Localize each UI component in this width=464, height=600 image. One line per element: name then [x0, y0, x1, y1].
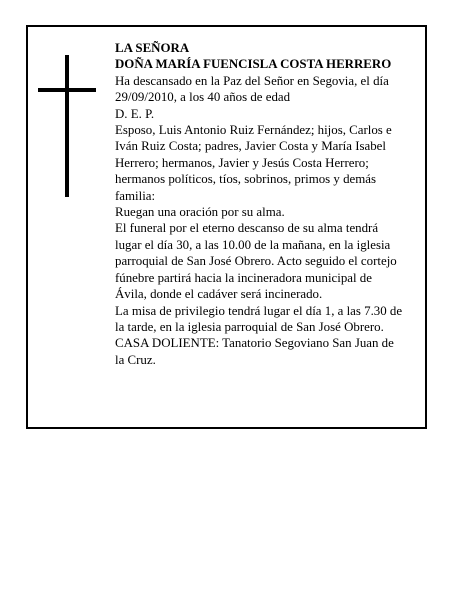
paragraph-line: Iván Ruiz Costa; padres, Javier Costa y María Isabel — [115, 139, 386, 154]
deceased-name: DOÑA MARÍA FUENCISLA COSTA HERRERO — [115, 57, 392, 72]
paragraph-line: Ruegan una oración por su alma. — [115, 205, 285, 220]
obituary-paragraph-family — [115, 122, 421, 204]
obituary-notice — [26, 25, 427, 429]
paragraph-line: 29/09/2010, a los 40 años de edad — [115, 90, 291, 105]
paragraph-line: fúnebre partirá hacia la incineradora municipal de — [115, 270, 372, 285]
paragraph-line: Ha descansado en la Paz del Señor en Segovia, el día — [115, 73, 389, 88]
paragraph-line: Herrero; hermanos, Javier y Jesús Costa Herrero; — [115, 155, 369, 170]
paragraph-line: Esposo, Luis Antonio Ruiz Fernández; hijos, Carlos e — [115, 123, 392, 138]
obituary-paragraph-dep — [115, 106, 421, 122]
paragraph-line: Ávila, donde el cadáver será incinerado. — [115, 287, 323, 302]
obituary-paragraph-house — [115, 335, 421, 368]
paragraph-line: familia: — [115, 188, 156, 203]
cross-vertical-bar — [65, 55, 69, 197]
paragraph-line: parroquial de San José Obrero. Acto seguido el cortejo — [115, 254, 397, 269]
paragraph-line: D. E. P. — [115, 106, 155, 121]
paragraph-line: El funeral por el eterno descanso de su alma tendrá — [115, 221, 379, 236]
paragraph-line: hermanos políticos, tíos, sobrinos, primos y demás — [115, 172, 377, 187]
cross-horizontal-bar — [38, 88, 96, 92]
obituary-paragraph-funeral — [115, 220, 421, 302]
obituary-text — [115, 40, 421, 368]
obituary-paragraph-death-info — [115, 73, 421, 106]
paragraph-line: la tarde, en la iglesia parroquial de San José Obrero. — [115, 319, 384, 334]
cross-icon — [38, 55, 96, 197]
paragraph-line: la Cruz. — [115, 352, 156, 367]
obituary-paragraph-mass — [115, 303, 421, 336]
paragraph-line: CASA DOLIENTE: Tanatorio Segoviano San Juan de — [115, 336, 394, 351]
obituary-heading: LA SEÑORA — [115, 41, 190, 55]
obituary-paragraph-prayer — [115, 204, 421, 220]
paragraph-line: La misa de privilegio tendrá lugar el día 1, a las 7.30 de — [115, 303, 403, 318]
paragraph-line: lugar el día 30, a las 10.00 de la mañana, en la iglesia — [115, 237, 391, 252]
